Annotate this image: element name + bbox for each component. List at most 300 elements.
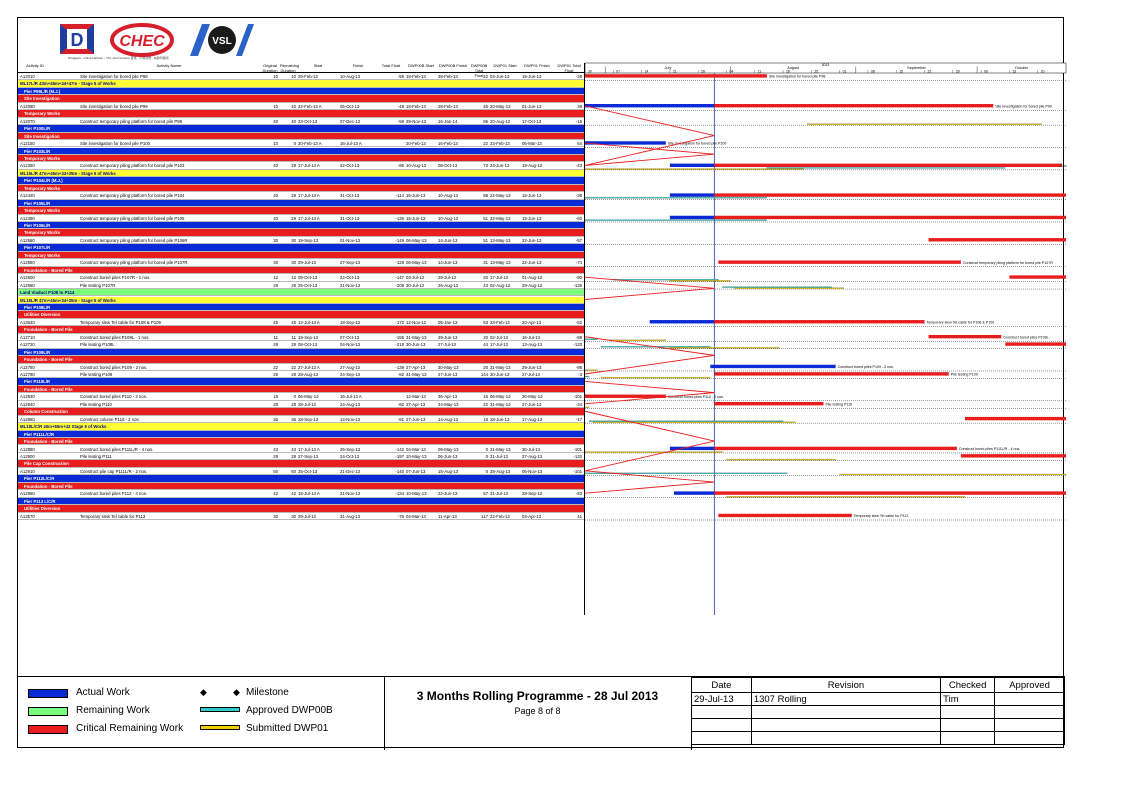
cell-b: 24-May-13 bbox=[438, 401, 459, 407]
cell-a: 10-May-13 bbox=[406, 491, 427, 497]
wbs-band bbox=[18, 498, 584, 505]
cell-g: -34 bbox=[575, 401, 582, 407]
cell-rd: 28 bbox=[291, 372, 296, 377]
cell-tf: -209 bbox=[395, 282, 404, 288]
wbs-band bbox=[18, 222, 584, 229]
table-row bbox=[18, 192, 584, 199]
table-row bbox=[18, 468, 584, 475]
rev-approved bbox=[995, 693, 1065, 706]
cell-g: -43 bbox=[575, 163, 582, 169]
cell-d: 31-May-13 bbox=[490, 401, 511, 407]
cell-name: Temporary slew Tel cable for P113 bbox=[80, 513, 146, 519]
cell-d: 22-May-13 bbox=[490, 193, 511, 199]
cell-g: -101 bbox=[573, 394, 582, 400]
cell-c: 0 bbox=[485, 468, 488, 474]
cell-s: 23-Oct-13 bbox=[298, 118, 318, 124]
cell-c: 51 bbox=[483, 237, 488, 243]
table-row bbox=[18, 334, 584, 341]
cell-rd: 42 bbox=[291, 491, 296, 497]
wbs-label: Temporary Works bbox=[24, 252, 61, 258]
cell-name: Pile testing P107R bbox=[80, 282, 116, 288]
cell-tf: -136 bbox=[395, 215, 404, 221]
cell-a: 30-Jun-13 bbox=[406, 342, 426, 348]
cell-name: Construct temporary piling platform for bored pile P99 bbox=[80, 118, 182, 124]
cell-rd: 28 bbox=[291, 282, 296, 288]
cell-a: 15-Jun-13 bbox=[406, 193, 426, 199]
cell-tf: -197 bbox=[395, 453, 404, 459]
cell-s: 27-Sep-13 bbox=[298, 453, 319, 459]
programme-title: 3 Months Rolling Programme - 28 Jul 2013 bbox=[416, 689, 659, 703]
cell-id: A12860 bbox=[20, 416, 35, 422]
cell-g: 41 bbox=[577, 513, 582, 519]
dwp00b-bar bbox=[585, 197, 767, 198]
rev-desc: 1307 Rolling bbox=[751, 693, 940, 706]
actual-bar bbox=[670, 193, 714, 196]
cell-tf: -82 bbox=[397, 372, 404, 377]
table-row bbox=[18, 282, 584, 289]
cell-s: 12-Jul-13 A bbox=[298, 319, 320, 325]
cell-f: 24-Sep-13 bbox=[340, 372, 361, 377]
cell-e: 17-Oct-13 bbox=[522, 118, 542, 124]
critical-bar bbox=[929, 238, 1066, 241]
cell-name: Construct bored piles P111L/R - 4 nos. bbox=[80, 446, 154, 452]
cell-g: -74 bbox=[575, 260, 582, 266]
bar-label: Site investigation for bored pile P99 bbox=[995, 104, 1052, 109]
cell-od: 42 bbox=[273, 491, 278, 497]
wbs-band bbox=[18, 207, 584, 214]
cell-c: 20 bbox=[483, 364, 488, 370]
cell-e: 30-Jul-13 bbox=[522, 446, 540, 452]
cell-name: Construct bored piles P112 - 4 nos. bbox=[80, 491, 148, 497]
cell-f: 31-Aug-13 bbox=[340, 513, 361, 519]
cell-g: -83 bbox=[575, 491, 582, 497]
d-logo-icon bbox=[58, 22, 98, 58]
jv-tagline: Dragages - China Harbour - VSL Joint Venture 寶嘉 - 中國港灣 - 威勝利聯營 bbox=[68, 56, 169, 60]
table-row bbox=[18, 259, 584, 266]
cell-od: 45 bbox=[273, 319, 278, 325]
cell-od: 30 bbox=[273, 513, 278, 519]
legend-remaining-swatch bbox=[28, 707, 68, 716]
cell-id: A12660 bbox=[20, 282, 35, 288]
legend-critical-swatch bbox=[28, 725, 68, 734]
cell-c: 18 bbox=[483, 416, 488, 422]
column-header: Activity Name bbox=[156, 63, 182, 68]
legend-approved-label: Approved DWP00B bbox=[246, 705, 333, 716]
cell-tf: -139 bbox=[395, 364, 404, 370]
dwp00b-bar bbox=[722, 287, 831, 288]
cell-d: 17-Jul-13 bbox=[490, 275, 508, 281]
table-row bbox=[18, 364, 584, 371]
wbs-label: Temporary Works bbox=[24, 230, 61, 236]
cell-c: 51 bbox=[483, 215, 488, 221]
cell-a: 27-Apr-13 bbox=[406, 364, 426, 370]
legend-actual-swatch bbox=[28, 689, 68, 698]
bar-label: Temporary slew Tel cable for P113 bbox=[853, 514, 909, 519]
wbs-band bbox=[18, 431, 584, 438]
cell-tf: -128 bbox=[395, 260, 404, 266]
cell-b: 14-Aug-13 bbox=[438, 416, 459, 422]
cell-b: 26-Aug-13 bbox=[438, 282, 459, 288]
cell-tf: -59 bbox=[397, 118, 404, 124]
cell-tf: -140 bbox=[395, 468, 404, 474]
cell-b: 05-Jan-13 bbox=[438, 319, 458, 325]
cell-e: 06-Mar-13 bbox=[522, 141, 542, 147]
wbs-band bbox=[18, 297, 584, 304]
cell-a: 07-Jun-13 bbox=[406, 468, 426, 474]
cell-od: 10 bbox=[273, 74, 278, 79]
cell-name: Construct bored piles P109 - 2 nos. bbox=[80, 364, 148, 370]
column-header: DWP01 Finish bbox=[524, 63, 550, 68]
cell-c: 43 bbox=[483, 282, 488, 288]
cell-name: Site investigation for bored pile P100 bbox=[80, 141, 150, 147]
wbs-label: Foundation - Bored Pile bbox=[24, 483, 73, 489]
month-label: July bbox=[664, 66, 672, 70]
legend bbox=[18, 677, 385, 750]
critical-bar bbox=[714, 320, 924, 323]
column-header: Start bbox=[313, 63, 323, 68]
cell-s: 17-Jul-13 A bbox=[298, 446, 320, 452]
wbs-label: Foundation - Bored Pile bbox=[24, 439, 73, 445]
cell-f: 31-Oct-13 bbox=[340, 193, 360, 199]
logic-link bbox=[585, 106, 714, 166]
cell-s: 25-Oct-13 bbox=[298, 282, 318, 288]
revision-row bbox=[692, 732, 1065, 745]
cell-s: 29-Feb-13 bbox=[298, 74, 318, 79]
cell-tf: -147 bbox=[395, 275, 404, 281]
cell-od: 43 bbox=[273, 446, 278, 452]
table-row bbox=[18, 446, 584, 453]
cell-tf: -114 bbox=[395, 193, 404, 199]
rev-header-revision: Revision bbox=[751, 678, 940, 693]
cell-d: 31-May-13 bbox=[490, 364, 511, 370]
cell-g: -90 bbox=[575, 275, 582, 281]
wbs-band bbox=[18, 349, 584, 356]
wbs-label: ML15L/R 47m+45m+34+35m - Stage 5 of Works bbox=[20, 297, 116, 303]
cell-e: 15-Jun-13 bbox=[522, 193, 542, 199]
cell-id: A12900 bbox=[20, 453, 35, 459]
cell-d: 17-Jul-13 bbox=[490, 342, 508, 348]
cell-b: 29-Jun-13 bbox=[438, 334, 458, 340]
wbs-band bbox=[18, 423, 584, 430]
wbs-label: Pier P111L/C/R bbox=[24, 431, 55, 437]
cell-f: 21-Nov-13 bbox=[340, 491, 361, 497]
wbs-label: Pile Cap Construction bbox=[24, 461, 69, 467]
week-label: 22 bbox=[927, 69, 932, 74]
milestone-icon: ◆ bbox=[233, 687, 240, 697]
logic-link bbox=[585, 337, 714, 374]
legend-critical-label: Critical Remaining Work bbox=[76, 723, 184, 734]
cell-e: 19-Aug-13 bbox=[522, 163, 543, 169]
cell-od: 10 bbox=[273, 103, 278, 109]
cell-g: -133 bbox=[573, 342, 582, 348]
wbs-band bbox=[18, 267, 584, 274]
cell-od: 28 bbox=[273, 282, 278, 288]
rev-header-date: Date bbox=[692, 678, 752, 693]
wbs-band bbox=[18, 460, 584, 467]
column-header: Activity ID bbox=[26, 63, 44, 68]
cell-rd: 12 bbox=[291, 275, 296, 281]
month-label: October bbox=[1014, 66, 1029, 70]
chec-logo-icon bbox=[110, 22, 174, 58]
table-row bbox=[18, 513, 584, 520]
revision-row bbox=[692, 706, 1065, 719]
column-header: DWP00B Finish bbox=[438, 63, 468, 68]
cell-rd: 28 bbox=[291, 453, 296, 459]
rev-header-approved: Approved bbox=[995, 678, 1065, 693]
week-label: 28 bbox=[701, 69, 705, 74]
cell-g: -101 bbox=[573, 468, 582, 474]
milestone-icon: ◆ bbox=[200, 687, 207, 697]
wbs-label: Foundation - Bored Pile bbox=[24, 327, 73, 333]
cell-c: 88 bbox=[483, 193, 488, 199]
dwp01-bar bbox=[585, 452, 722, 453]
column-header: Original Duration bbox=[262, 63, 278, 73]
gantt-chart bbox=[584, 63, 1066, 615]
cell-rd: 11 bbox=[291, 334, 296, 340]
cell-b: 30-May-13 bbox=[438, 364, 459, 370]
cell-g: -57 bbox=[575, 237, 582, 243]
cell-name: Pile testing P110 bbox=[80, 401, 112, 407]
cell-a: 12-Nov-12 bbox=[406, 319, 427, 325]
week-label: 08 bbox=[870, 69, 875, 74]
cell-c: 86 bbox=[483, 118, 488, 124]
cell-a: 06-May-13 bbox=[406, 237, 427, 243]
wbs-band bbox=[18, 408, 584, 415]
cell-name: Construct bored piles P107R - 1 nos. bbox=[80, 275, 151, 281]
wbs-label: Foundation - Bored Pile bbox=[24, 357, 73, 363]
revision-block bbox=[691, 677, 1065, 750]
wbs-label: ML15L/R 47m+45m+34+35m - Stage 5 of Works bbox=[20, 170, 116, 176]
cell-s: 17-Jul-13 A bbox=[298, 215, 320, 221]
dwp01-bar bbox=[609, 340, 666, 341]
cell-id: A12010 bbox=[20, 74, 35, 79]
cell-name: Construct temporary piling platform for bored pile P106R bbox=[80, 237, 188, 243]
cell-tf: -155 bbox=[395, 334, 404, 340]
cell-e: 17-Aug-13 bbox=[522, 416, 543, 422]
cell-a: 06-May-13 bbox=[406, 260, 427, 266]
cell-od: 30 bbox=[273, 260, 278, 266]
cell-d: 31-Jul-13 bbox=[490, 491, 508, 497]
wbs-label: Pier P112L/C/R bbox=[24, 476, 55, 482]
cell-b: 10-Aug-13 bbox=[438, 215, 459, 221]
legend-milestone-label: Milestone bbox=[246, 687, 289, 698]
column-header: Total Float bbox=[381, 63, 401, 68]
cell-d: 28-Aug-13 bbox=[490, 468, 511, 474]
cell-rd: 28 bbox=[291, 342, 296, 348]
legend-submitted-swatch bbox=[200, 725, 240, 730]
dwp01-bar bbox=[726, 459, 835, 460]
cell-a: 10-May-13 bbox=[406, 453, 427, 459]
bar-label: Construct bored piles P109 - 2 nos. bbox=[837, 365, 894, 370]
cell-g: -98 bbox=[575, 364, 582, 370]
bar-label: Temporary slew Tel cable for P108 & P109 bbox=[926, 320, 995, 325]
cell-s: 28-Sep-13 bbox=[298, 416, 319, 422]
cell-d: 22-Feb-13 bbox=[490, 513, 510, 519]
critical-bar bbox=[714, 164, 1062, 167]
wbs-label: Pier P110L/R bbox=[24, 379, 51, 385]
cell-g: -101 bbox=[573, 446, 582, 452]
cell-a: 31-May-13 bbox=[406, 372, 427, 377]
cell-b: 15-Aug-13 bbox=[438, 468, 459, 474]
cell-rd: 36 bbox=[291, 416, 296, 422]
cell-id: A12780 bbox=[20, 364, 35, 370]
week-label: 01 bbox=[842, 69, 847, 74]
svg-text:D: D bbox=[70, 30, 84, 50]
wbs-band bbox=[18, 88, 584, 95]
cell-rd: 10 bbox=[291, 103, 296, 109]
legend-actual-label: Actual Work bbox=[76, 687, 130, 698]
cell-od: 28 bbox=[273, 342, 278, 348]
cell-e: 15-Jun-13 bbox=[522, 74, 542, 79]
cell-f: 21-Nov-13 bbox=[340, 282, 361, 288]
cell-f: 24-Aug-13 bbox=[340, 401, 361, 407]
wbs-label: Foundation - Bored Pile bbox=[24, 386, 73, 392]
cell-d: 03-Jun-13 bbox=[490, 74, 510, 79]
cell-name: Pile testing P108L bbox=[80, 342, 115, 348]
wbs-band bbox=[18, 386, 584, 393]
cell-f: 04-Nov-13 bbox=[340, 342, 361, 348]
wbs-band bbox=[18, 170, 584, 177]
wbs-band bbox=[18, 289, 584, 296]
cell-c: 144 bbox=[480, 372, 488, 377]
cell-d: 02-Jul-13 bbox=[490, 334, 508, 340]
cell-c: 20 bbox=[483, 334, 488, 340]
cell-f: 05-Oct-13 bbox=[340, 103, 360, 109]
cell-s: 17-Jul-13 A bbox=[298, 163, 320, 169]
month-label: September bbox=[907, 66, 926, 70]
cell-c: 57 bbox=[483, 491, 488, 497]
cell-c: 46 bbox=[483, 103, 488, 109]
cell-g: -3 bbox=[578, 372, 582, 377]
cell-rd: 45 bbox=[291, 319, 296, 325]
cell-f: 21-Dec-13 bbox=[340, 468, 361, 474]
cell-c: 117 bbox=[481, 513, 488, 519]
critical-bar bbox=[714, 104, 993, 107]
cell-s: 18-Jul-13 A bbox=[298, 491, 320, 497]
wbs-label: Pier P103L/R bbox=[24, 148, 51, 154]
column-header: Remaining Duration bbox=[280, 63, 300, 73]
bar-label: Construct bored piles P108L - bbox=[1003, 335, 1051, 340]
cell-d: 24-Jun-13 bbox=[490, 163, 510, 169]
cell-name: Construct temporary piling platform for bored pile P103 bbox=[80, 163, 185, 169]
column-header: Finish bbox=[352, 63, 364, 68]
actual-bar bbox=[585, 104, 714, 107]
cell-tf: -76 bbox=[397, 513, 404, 519]
gantt-svg bbox=[585, 63, 1066, 615]
cell-a: 15-Jun-13 bbox=[406, 215, 426, 221]
cell-f: 31-Oct-13 bbox=[340, 215, 360, 221]
wbs-label: ML19L/C/R 40m+65m+42 Stage 5 of Works bbox=[20, 424, 107, 430]
critical-bar bbox=[1005, 342, 1066, 345]
cell-a: 12-Mar-13 bbox=[406, 394, 426, 400]
cell-a: 04-Mar-13 bbox=[406, 513, 426, 519]
wbs-band bbox=[18, 378, 584, 385]
wbs-label: Pier P106L/R bbox=[24, 223, 51, 228]
table-row bbox=[18, 118, 584, 125]
actual-bar bbox=[650, 320, 715, 323]
wbs-label: Site Investigation bbox=[24, 133, 60, 139]
cell-rd: 43 bbox=[291, 446, 296, 452]
cell-id: A12080 bbox=[20, 103, 35, 109]
cell-rd: 30 bbox=[291, 513, 296, 519]
cell-id: A12880 bbox=[20, 446, 35, 452]
cell-s: 28-Aug-13 bbox=[298, 372, 319, 377]
week-label: 30 bbox=[588, 69, 592, 74]
cell-s: 25-Oct-13 bbox=[298, 468, 318, 474]
legend-submitted-label: Submitted DWP01 bbox=[246, 723, 329, 734]
cell-d: 31-May-13 bbox=[490, 446, 511, 452]
wbs-label: Land Viaduct P108 to P114 bbox=[20, 290, 75, 296]
cell-tf: -81 bbox=[397, 416, 404, 422]
dwp00b-bar bbox=[585, 339, 597, 340]
bar-label: Pile testing P110 bbox=[825, 402, 853, 407]
column-header: DWP00B Total Float bbox=[470, 63, 488, 78]
cell-g: -60 bbox=[575, 215, 582, 221]
dwp00b-bar bbox=[767, 167, 1005, 168]
schedule-sheet bbox=[17, 17, 1067, 748]
critical-bar bbox=[718, 514, 851, 517]
cell-s: 27-Jul-13 A bbox=[298, 364, 320, 370]
cell-id: A12710 bbox=[20, 334, 35, 340]
cell-tf: -142 bbox=[395, 446, 404, 452]
column-header: DWP01 Total Float bbox=[557, 63, 581, 73]
dwp00b-bar bbox=[585, 376, 589, 377]
dwp00b-bar bbox=[613, 279, 718, 280]
cell-c: 20 bbox=[483, 275, 488, 281]
cell-g: -132 bbox=[573, 453, 582, 459]
cell-s: 28-Jul-13 bbox=[298, 401, 316, 407]
week-label: 13 bbox=[1012, 69, 1017, 74]
bar-label: Site investigation for bored pile P100 bbox=[667, 141, 727, 146]
table-row bbox=[18, 341, 584, 348]
dwp01-bar bbox=[601, 377, 710, 378]
wbs-band bbox=[18, 148, 584, 155]
cell-e: 27-Jun-13 bbox=[522, 401, 542, 407]
table-row bbox=[18, 215, 584, 222]
cell-c: 31 bbox=[483, 260, 488, 266]
cell-f: 24-Oct-13 bbox=[340, 453, 360, 459]
cell-e: 03-Apr-13 bbox=[522, 513, 542, 519]
cell-tf: -134 bbox=[395, 491, 404, 497]
cell-d: 23-Feb-13 bbox=[490, 141, 510, 147]
cell-g: -28 bbox=[575, 74, 582, 79]
cell-f: 27-Aug-13 bbox=[340, 364, 361, 370]
cell-b: 27-Jul-13 bbox=[438, 342, 456, 348]
dwp01-bar bbox=[807, 124, 1041, 125]
cell-od: 50 bbox=[273, 468, 278, 474]
cell-b: 06-Jun-13 bbox=[438, 453, 458, 459]
cell-s: 19-Sep-13 bbox=[298, 237, 319, 243]
dwp01-bar bbox=[670, 347, 779, 348]
critical-bar bbox=[714, 216, 1066, 219]
cell-a: 31-May-13 bbox=[406, 334, 427, 340]
week-label: 04 bbox=[729, 69, 734, 74]
bar-label: Pile testing P109 bbox=[950, 372, 978, 377]
cell-od: 40 bbox=[273, 193, 278, 199]
cell-d: 30-Jun-13 bbox=[490, 372, 510, 377]
cell-b: 26-Apr-13 bbox=[438, 394, 458, 400]
cell-name: Pile testing P111 bbox=[80, 453, 112, 459]
wbs-label: Pier P108L/R bbox=[24, 304, 51, 310]
cell-b: 29-Jul-13 bbox=[438, 275, 456, 281]
table-row bbox=[18, 416, 584, 423]
critical-bar bbox=[714, 491, 1066, 494]
cell-od: 40 bbox=[273, 163, 278, 169]
cell-id: A12840 bbox=[20, 401, 35, 407]
actual-bar bbox=[710, 365, 835, 368]
cell-id: A12600 bbox=[20, 275, 35, 281]
cell-c: 22 bbox=[483, 401, 488, 407]
